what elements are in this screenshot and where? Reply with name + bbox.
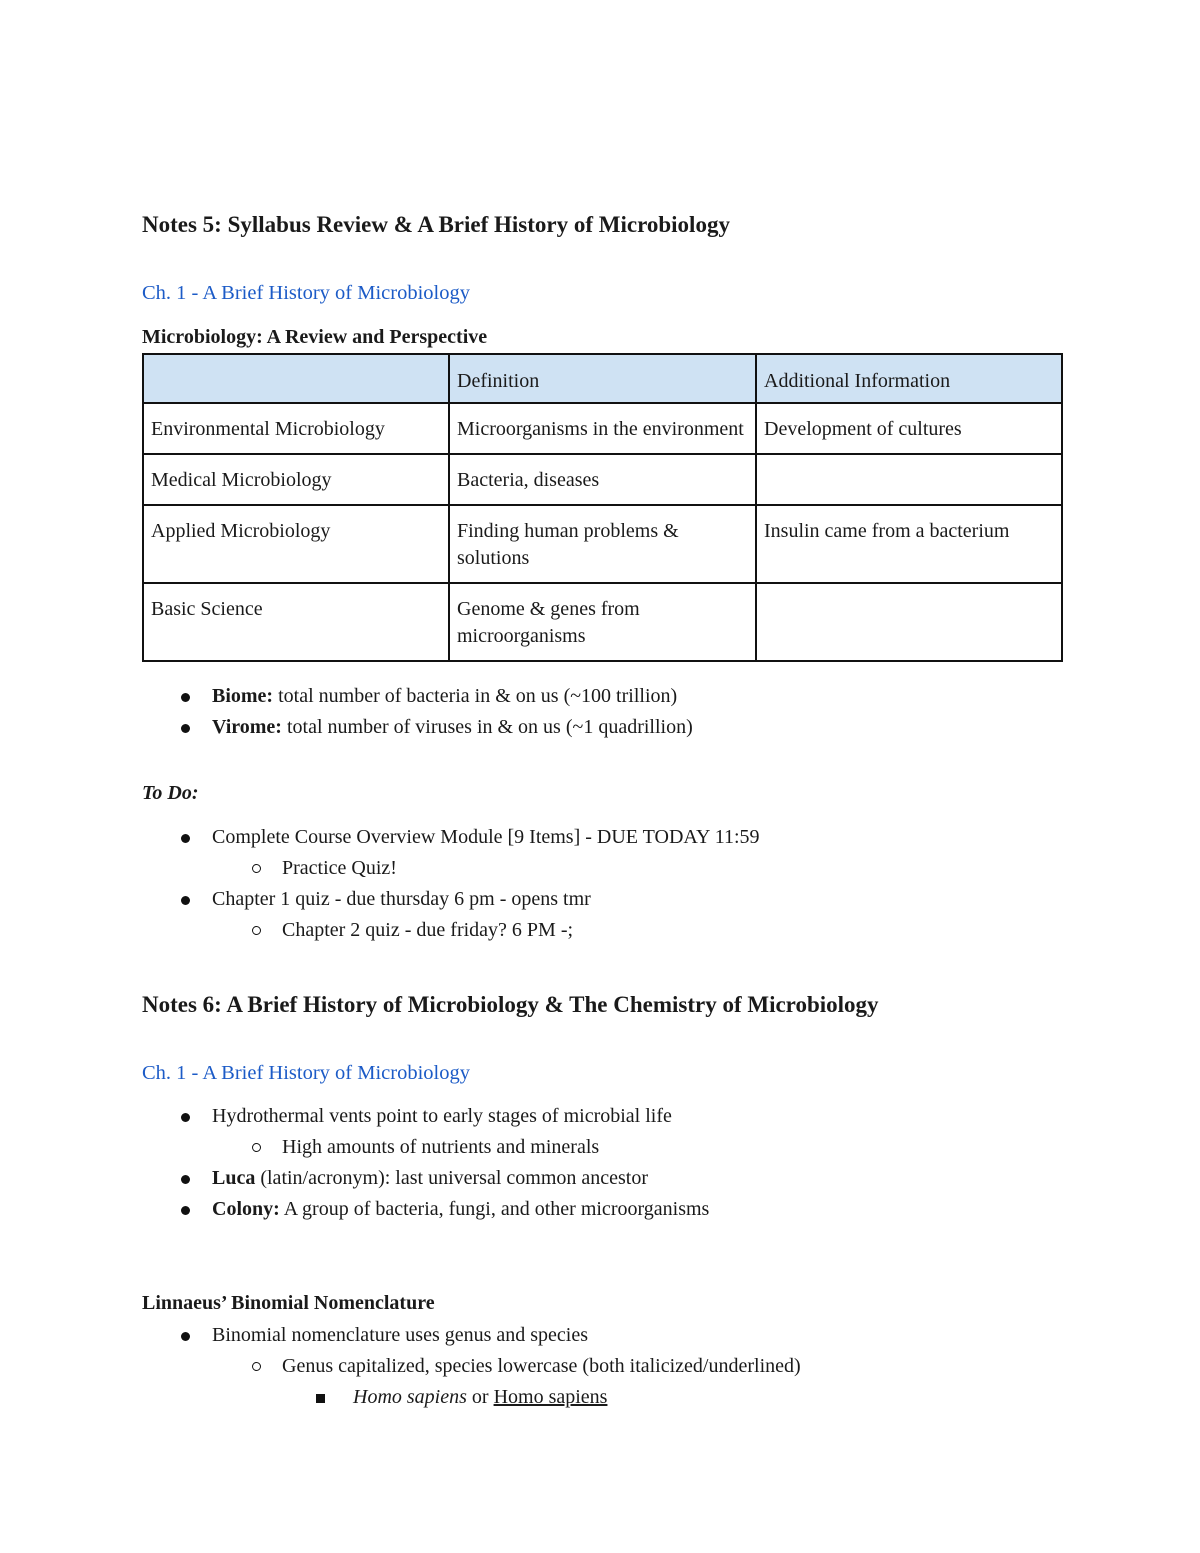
todo-text: Complete Course Overview Module [9 Items] - DUE TODAY 11:59 xyxy=(212,826,760,848)
table-cell: Insulin came from a bacterium xyxy=(756,505,1062,583)
table-cell: Genome & genes from microorganisms xyxy=(449,583,756,661)
todo-label: To Do: xyxy=(142,782,199,804)
notes6-title: Notes 6: A Brief History of Microbiology & The Chemistry of Microbiology xyxy=(142,992,879,1017)
example-italic: Homo sapiens xyxy=(353,1386,467,1408)
table-header-cell xyxy=(143,354,449,403)
definition-text: A group of bacteria, fungi, and other microorganisms xyxy=(279,1198,710,1220)
notes5-chapter-heading: Ch. 1 - A Brief History of Microbiology xyxy=(142,282,470,304)
list-subitem xyxy=(142,1132,709,1163)
list-subsubitem xyxy=(142,1382,801,1413)
table-row xyxy=(143,505,1062,583)
notes5-bullets xyxy=(142,681,693,743)
table-cell: Medical Microbiology xyxy=(143,454,449,505)
term-colony: Colony: xyxy=(212,1198,280,1220)
list-text: Genus capitalized, species lowercase (both italicized/underlined) xyxy=(282,1355,801,1377)
table-cell: Microorganisms in the environment xyxy=(449,403,756,454)
list-text: Binomial nomenclature uses genus and species xyxy=(212,1324,589,1346)
notes6-chapter-heading: Ch. 1 - A Brief History of Microbiology xyxy=(142,1062,470,1084)
list-text: Hydrothermal vents point to early stages of microbial life xyxy=(212,1105,672,1127)
notes6-bullets xyxy=(142,1101,709,1225)
todo-item xyxy=(142,822,760,853)
table-cell xyxy=(756,583,1062,661)
table-cell: Finding human problems & solutions xyxy=(449,505,756,583)
bullet-ring-icon xyxy=(252,1362,261,1371)
term-luca: Luca xyxy=(212,1167,256,1189)
term-biome: Biome: xyxy=(212,685,274,707)
table-header-row xyxy=(143,354,1062,403)
definition-text: (latin/acronym): last universal common ancestor xyxy=(255,1167,648,1189)
example-or: or xyxy=(466,1386,494,1408)
table-header-cell: Additional Information xyxy=(756,354,1062,403)
table-header-cell: Definition xyxy=(449,354,756,403)
todo-item xyxy=(142,884,760,915)
bullet-dot-icon xyxy=(181,1332,190,1341)
table-row xyxy=(143,454,1062,505)
table-cell: Development of cultures xyxy=(756,403,1062,454)
bullet-square-icon xyxy=(316,1394,325,1403)
list-subitem xyxy=(142,1351,801,1382)
table-cell: Applied Microbiology xyxy=(143,505,449,583)
bullet-dot-icon xyxy=(181,693,190,702)
bullet-dot-icon xyxy=(181,1175,190,1184)
list-item xyxy=(142,1194,709,1225)
table-cell xyxy=(756,454,1062,505)
linnaeus-list xyxy=(142,1320,801,1413)
list-item xyxy=(142,1101,709,1132)
definition-text: total number of viruses in & on us (~1 quadrillion) xyxy=(281,716,693,738)
table-cell: Basic Science xyxy=(143,583,449,661)
bullet-dot-icon xyxy=(181,896,190,905)
bullet-ring-icon xyxy=(252,864,261,873)
list-item xyxy=(142,1163,709,1194)
bullet-ring-icon xyxy=(252,926,261,935)
table-row xyxy=(143,403,1062,454)
list-item xyxy=(142,681,693,712)
todo-subitem xyxy=(142,915,760,946)
bullet-dot-icon xyxy=(181,1206,190,1215)
table-cell: Environmental Microbiology xyxy=(143,403,449,454)
todo-text: Chapter 1 quiz - due thursday 6 pm - opens tmr xyxy=(212,888,591,910)
example-underlined: Homo sapiens xyxy=(493,1386,608,1408)
bullet-dot-icon xyxy=(181,834,190,843)
review-table xyxy=(142,353,1063,662)
bullet-dot-icon xyxy=(181,1113,190,1122)
bullet-ring-icon xyxy=(252,1143,261,1152)
table-row xyxy=(143,583,1062,661)
bullet-dot-icon xyxy=(181,724,190,733)
table-title: Microbiology: A Review and Perspective xyxy=(142,326,488,348)
term-virome: Virome: xyxy=(212,716,282,738)
table-cell: Bacteria, diseases xyxy=(449,454,756,505)
list-item xyxy=(142,712,693,743)
todo-subitem xyxy=(142,853,760,884)
todo-text: Chapter 2 quiz - due friday? 6 PM -; xyxy=(282,919,574,941)
todo-text: Practice Quiz! xyxy=(282,857,397,879)
list-text: High amounts of nutrients and minerals xyxy=(282,1136,600,1158)
todo-list xyxy=(142,822,760,946)
notes5-title: Notes 5: Syllabus Review & A Brief History of Microbiology xyxy=(142,212,730,237)
linnaeus-heading: Linnaeus’ Binomial Nomenclature xyxy=(142,1292,435,1314)
definition-text: total number of bacteria in & on us (~100 trillion) xyxy=(273,685,678,707)
list-item xyxy=(142,1320,801,1351)
